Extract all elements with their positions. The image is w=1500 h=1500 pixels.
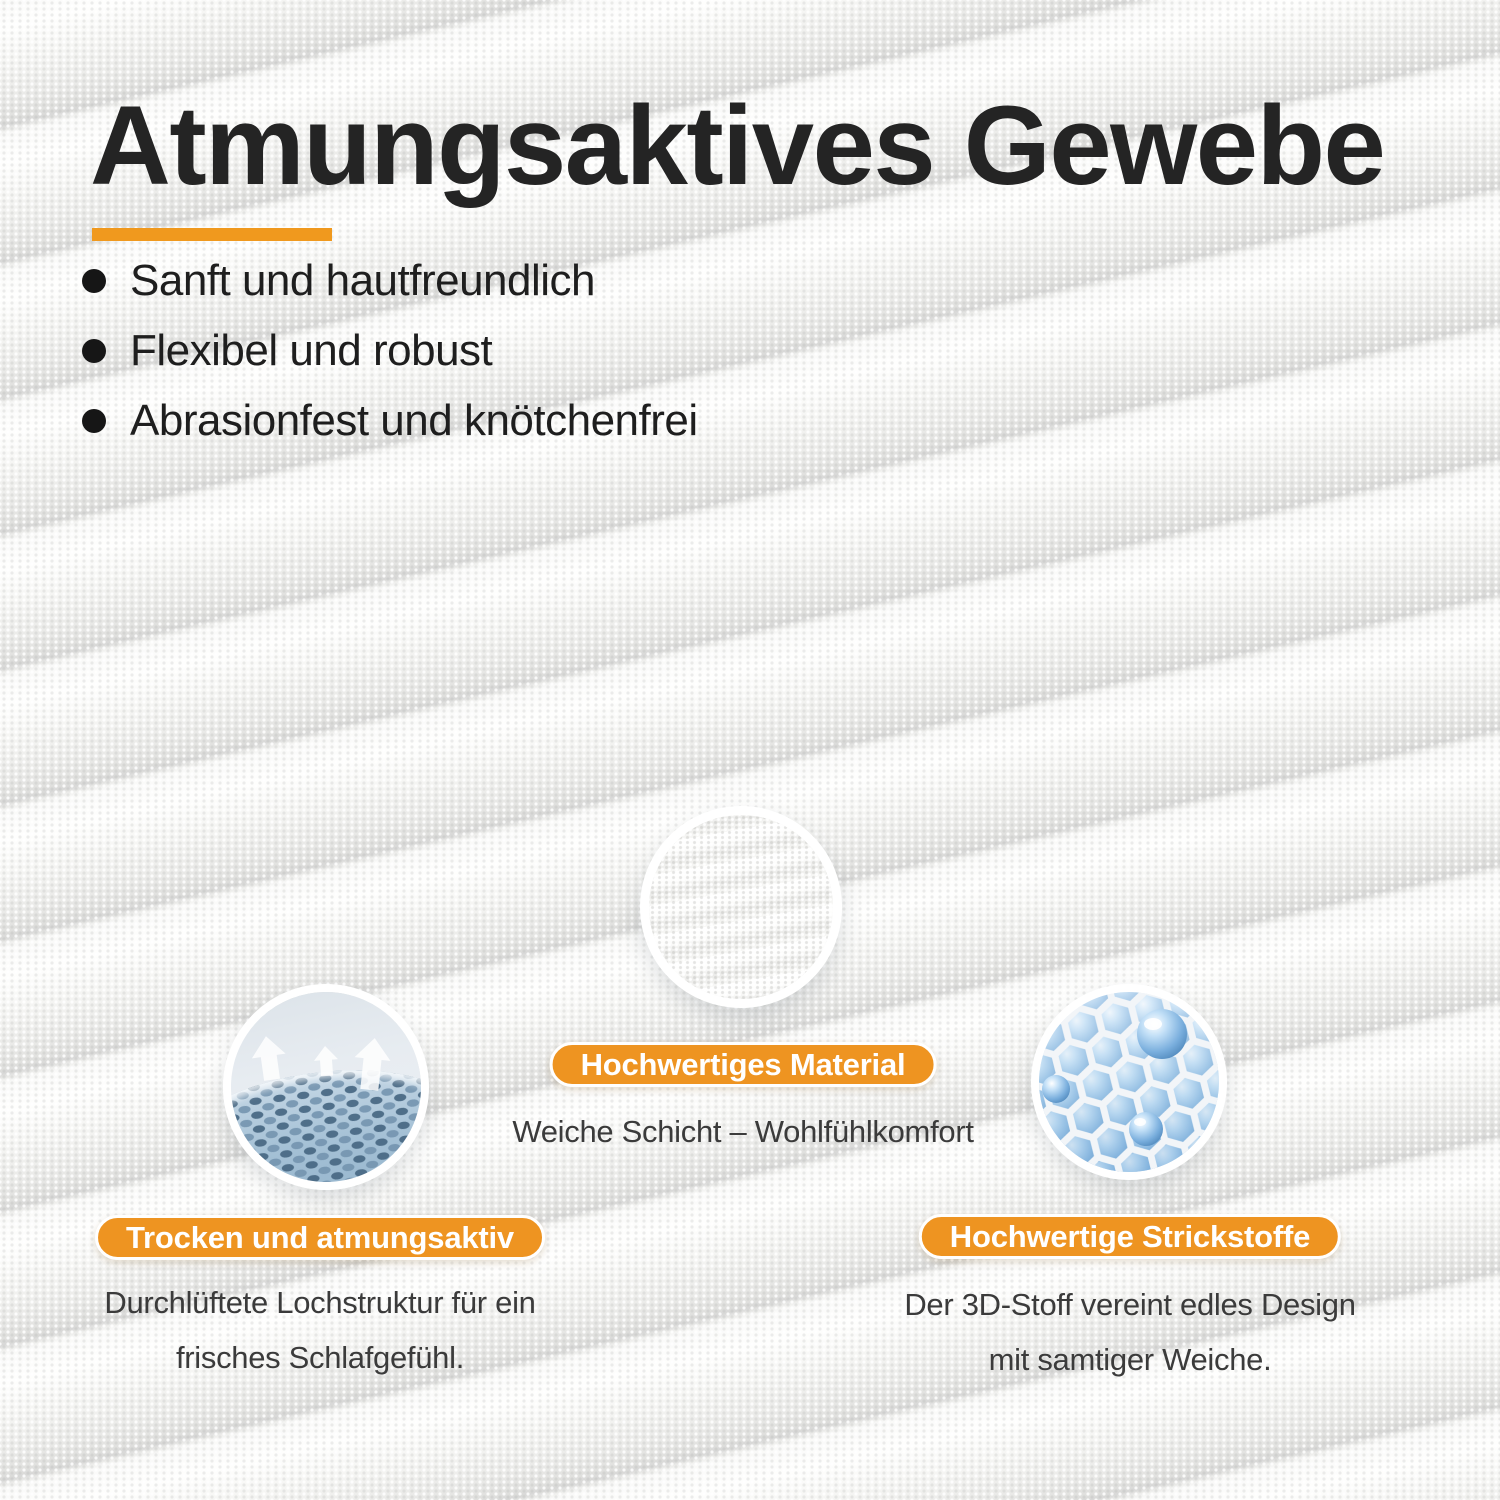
bullet-dot-icon (82, 409, 106, 433)
bullet-item (82, 396, 698, 446)
bullet-label: Abrasionfest und knötchenfrei (130, 396, 698, 445)
caption-line: Der 3D-Stoff vereint edles Design (904, 1287, 1356, 1322)
knit-photo-circle (1031, 984, 1227, 1180)
page-title: Atmungsaktives Gewebe (90, 83, 1385, 208)
caption-line: Weiche Schicht – Wohlfühlkomfort (512, 1114, 974, 1149)
caption-line: frisches Schlafgefühl. (175, 1340, 465, 1375)
bullet-label: Sanft und hautfreundlich (130, 256, 596, 305)
fabric-texture-photo (649, 815, 833, 999)
bullet-item (82, 256, 698, 306)
badge-hochwertige-strickstoffe: Hochwertige Strickstoffe (919, 1214, 1341, 1259)
bullet-label: Flexibel und robust (130, 326, 493, 375)
breathable-photo-circle (223, 984, 429, 1190)
bullet-dot-icon (82, 269, 106, 293)
badge-hochwertiges-material: Hochwertiges Material (550, 1042, 937, 1087)
badge-trocken-und-atmungsaktiv: Trocken und atmungsaktiv (95, 1215, 545, 1260)
feature-bullet-list (82, 256, 698, 466)
airflow-arrows-icon (231, 992, 421, 1182)
honeycomb-photo (1039, 992, 1219, 1172)
caption-knit (904, 1277, 1355, 1387)
caption-material (512, 1104, 973, 1159)
material-photo-circle (640, 806, 842, 1008)
bullet-item (82, 326, 698, 376)
accent-underline (92, 228, 332, 241)
caption-line: mit samtiger Weiche. (988, 1342, 1272, 1377)
caption-line: Durchlüftete Lochstruktur für ein (104, 1285, 536, 1320)
bullet-dot-icon (82, 339, 106, 363)
honeycomb-droplets-icon (1039, 992, 1219, 1172)
caption-breathable (104, 1275, 535, 1385)
mesh-photo (231, 992, 421, 1182)
